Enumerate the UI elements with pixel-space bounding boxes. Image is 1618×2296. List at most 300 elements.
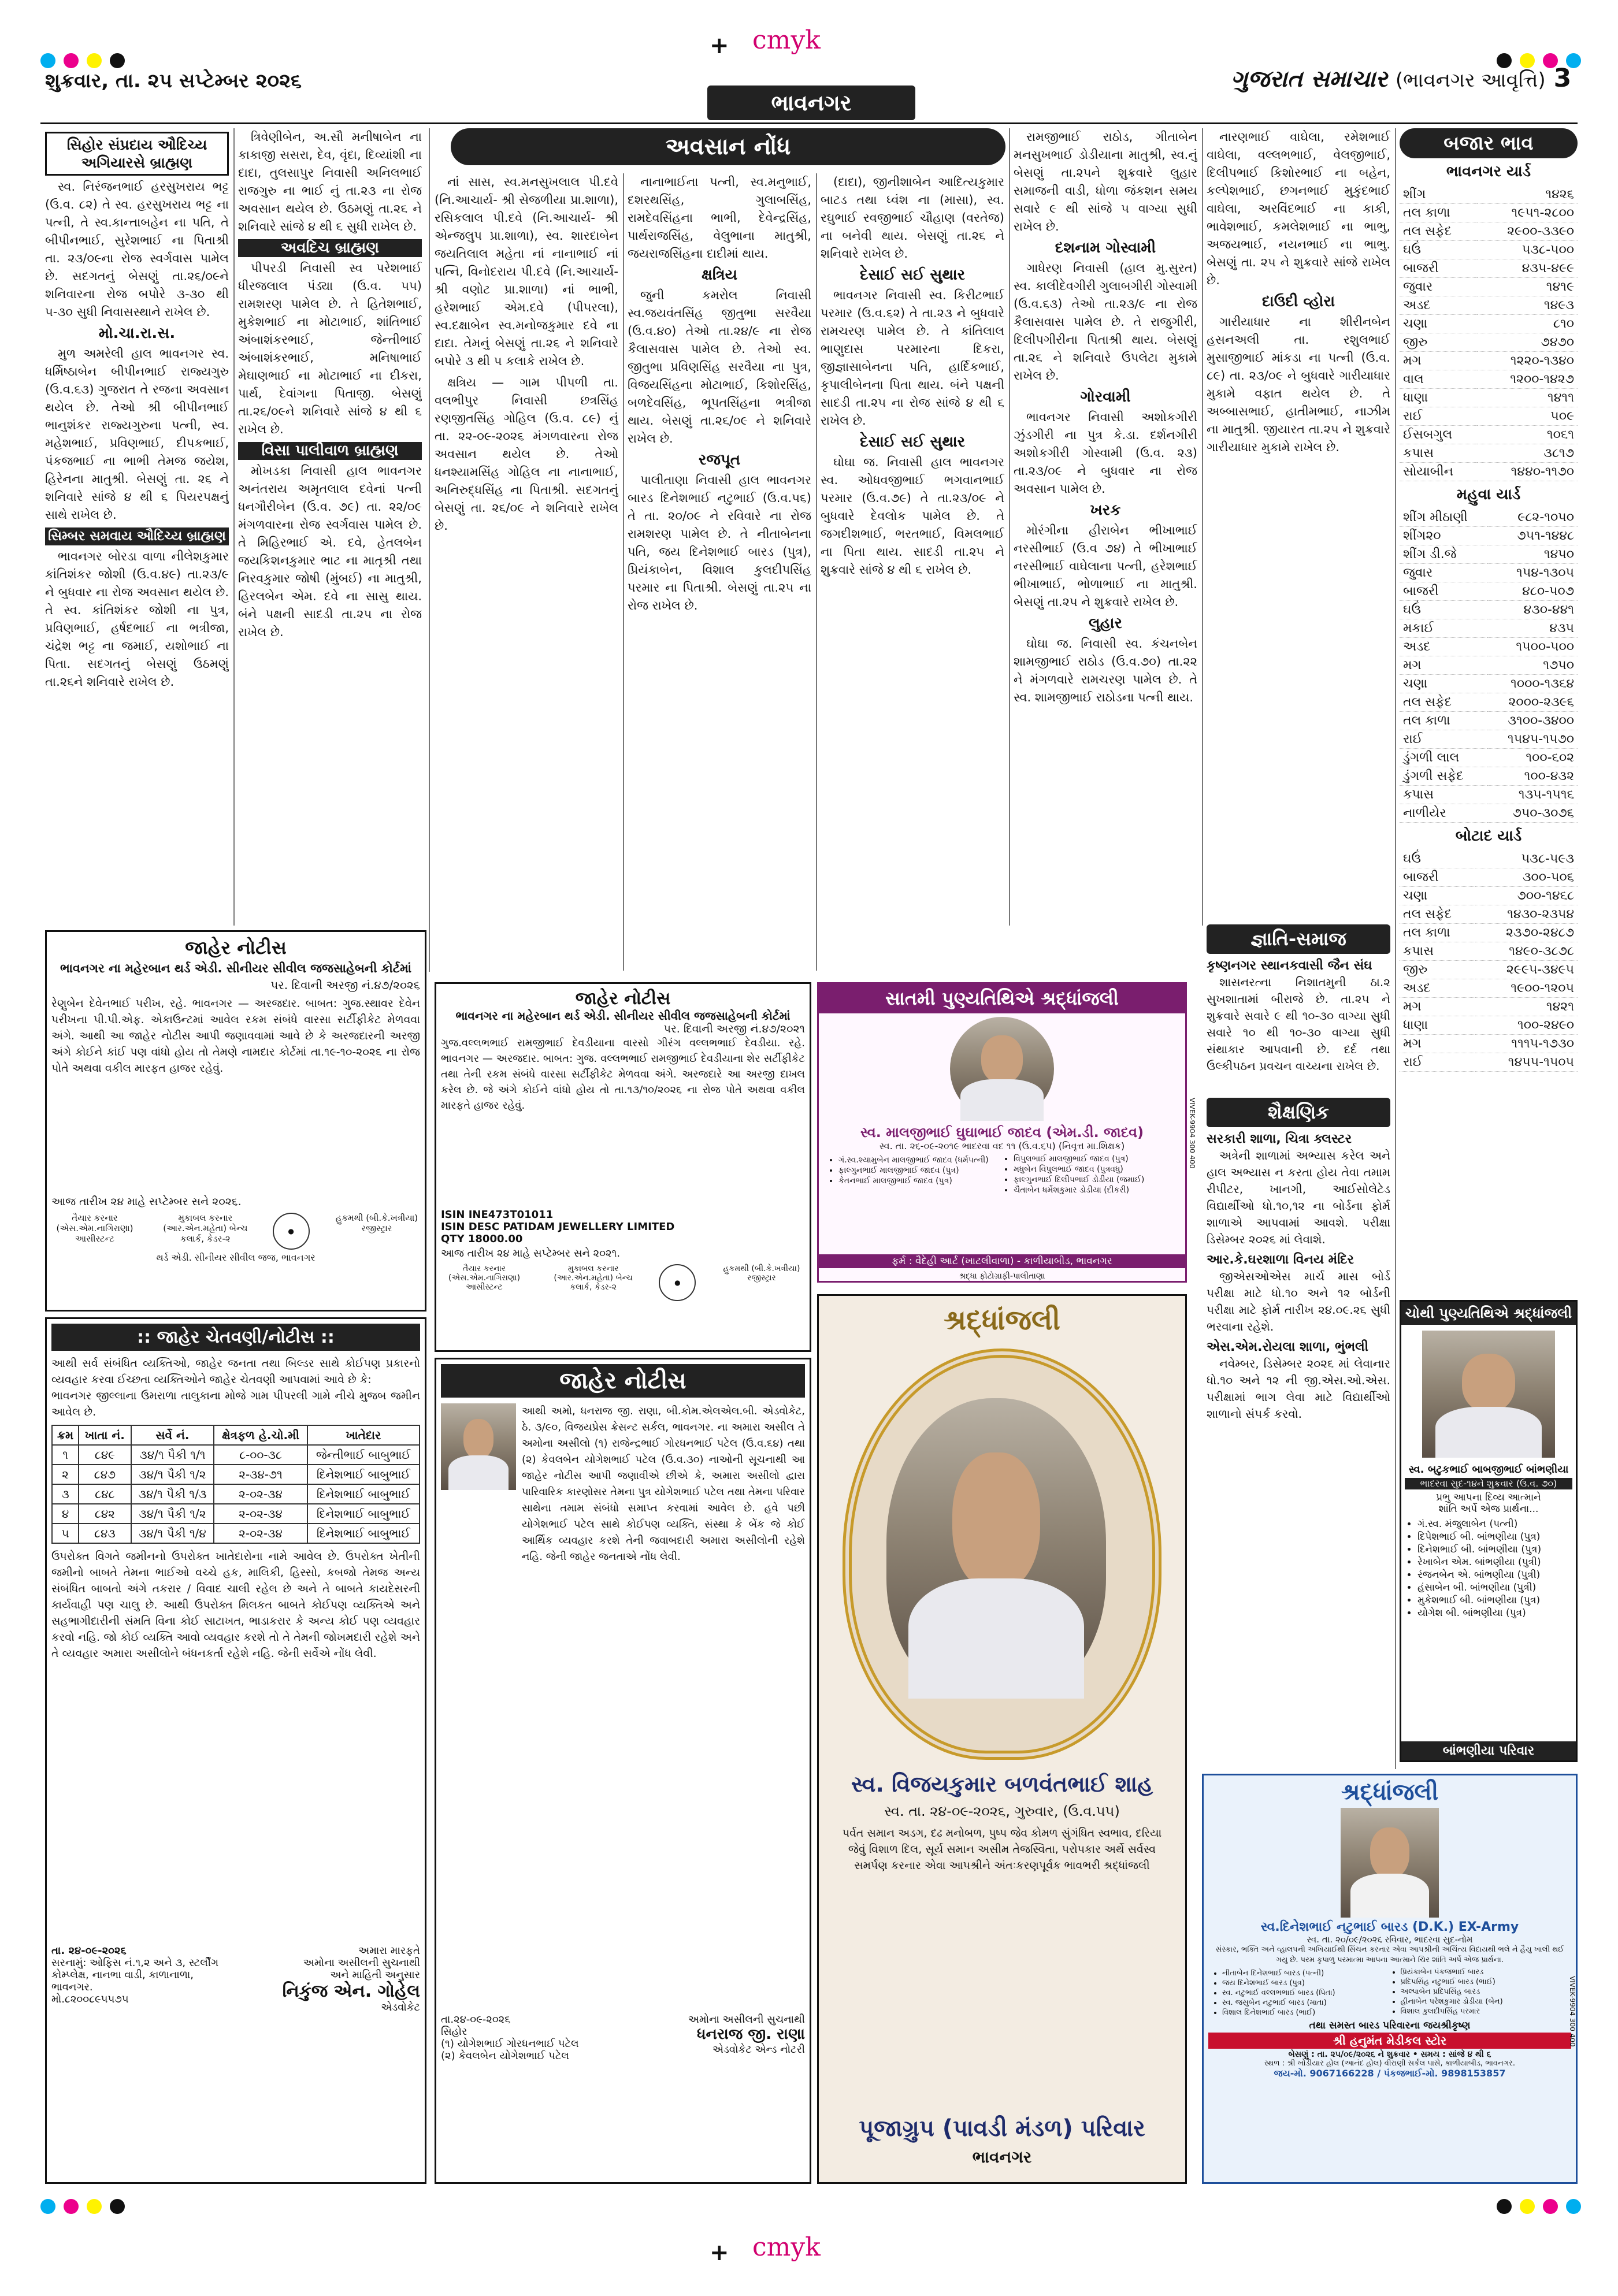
- family-member: • દિપેશભાઈ બી. બાંભણીયા (પુત્ર): [1417, 1531, 1576, 1543]
- table-cell: દિનેશભાઈ બાબુભાઈ: [307, 1524, 420, 1543]
- caste-heading: ક્ષત્રિય: [701, 266, 738, 284]
- commodity-name: કપાસ: [1400, 444, 1477, 463]
- commodity-name: ડુંગળી લાલ: [1400, 749, 1487, 767]
- family-member: • ગં.સ્વ. મંજુલાબેન (પત્ની): [1417, 1518, 1576, 1530]
- commodity-name: અડદ: [1400, 638, 1487, 656]
- notice-body: આથી સર્વ સંબંધિત વ્યક્તિઓ, જાહેર જનતા તથા બિલ્ડર સાથે કોઈપણ પ્રકારનો વ્યવહાર કરવા ઈચ્છતા વ્યક્તિઓને જાહેર ચેતવણી આપવામાં આવે છે કે:: [51, 1357, 420, 1386]
- caste-heading: વિસા પાલીવાળ બ્રાહ્મણ: [238, 442, 422, 460]
- price-row: [1400, 786, 1578, 804]
- price-row: [1400, 675, 1578, 693]
- price-row: [1400, 767, 1578, 786]
- family-list: [1401, 1518, 1576, 1619]
- commodity-name: ધાણા: [1400, 389, 1477, 407]
- caste-heading: લુહાર: [1089, 615, 1122, 632]
- color-calibration-strip-bottom: [40, 2199, 1578, 2216]
- commodity-name: તલ કાળા: [1400, 924, 1475, 942]
- yard-heading: ભાવનગર યાર્ડ: [1446, 163, 1531, 180]
- photo-credit: શ્રદ્ધા ફોટોગ્રાફી-પાલીતાણા: [959, 1272, 1045, 1281]
- gnati-body: શાસનરત્ના નિશાતમુની ઠા.૨ સુખશાતામાં બીરાજે છે. તા.૨૫ ને શુક્રવારે સવારે ૯ થી ૧૦-૩૦ વાગ્યા સુધી સવારે ૧૦ થી ૧૦-૩૦ વાગ્યા સુધી સંથાકાર આપવાની છે. દર્દ તથા ઉલ્કીપઠન પ્રવચન વાચ્યના રાખેલ છે.: [1207, 975, 1390, 1073]
- price-row: [1400, 998, 1578, 1016]
- tribute-heading: શ્રદ્ધાંજલી: [1341, 1779, 1439, 1805]
- column-1: [45, 128, 229, 926]
- commodity-name: ધાણા: [1400, 1016, 1475, 1035]
- commodity-price: ૩૧૦૦-૩૪૦૦: [1487, 712, 1578, 730]
- price-row: [1400, 564, 1578, 582]
- caste-heading: ખરક: [1090, 501, 1121, 519]
- commodity-price: ૮૧૦: [1477, 315, 1578, 333]
- column-divider: [623, 173, 624, 971]
- lawyer-title: એડવોકેટ એન્ડ નોટરી: [712, 2044, 805, 2056]
- commodity-price: ૧૫૦૦-૫૦૦: [1487, 638, 1578, 656]
- price-row: [1400, 204, 1578, 222]
- price-row: [1400, 905, 1578, 924]
- commodity-price: ૭૪૭૦: [1477, 333, 1578, 352]
- signatory: અમોના અસીલની સુચનાથી: [688, 2013, 805, 2026]
- cmyk-mark-bottom: cmyk: [752, 2232, 821, 2262]
- price-row: [1400, 619, 1578, 638]
- avasan-column-2: [628, 173, 811, 971]
- table-header: ખાતા નં.: [79, 1425, 131, 1445]
- commodity-price: ૯૮૨-૧૦૫૦: [1487, 508, 1578, 527]
- school-title: આર.કે.ઘરશાળા વિનય મંદિર: [1207, 1253, 1354, 1267]
- masthead-date: શુક્રવાર, તા. ૨૫ સપ્ટેમ્બર ૨૦૨૬: [45, 69, 302, 92]
- price-row: [1400, 278, 1578, 296]
- commodity-name: તલ સફેદ: [1400, 222, 1477, 241]
- commodity-name: મગ: [1400, 352, 1477, 370]
- family-member: • સ્વ. નટુભાઈ વલ્લભભાઈ બારડ (પિતા): [1222, 1989, 1393, 1997]
- deceased-name: સ્વ. માલજીભાઈ ઘુઘાભાઈ જાદવ (એમ.ડી. જાદવ): [860, 1124, 1144, 1140]
- registration-cross-top: +: [710, 32, 729, 59]
- notice-place: સિહોર: [441, 2026, 467, 2038]
- masthead-rule: [40, 122, 1578, 124]
- notice-date: તા. ૨૪-૦૯-૨૦૨૬: [51, 1945, 127, 1957]
- price-row: [1400, 656, 1578, 675]
- obit-text: ગારીયાધાર ના શીરીનબેન હસનઅલી તા. રશુલભાઈ મુસાજીભાઈ માંકડા ના પત્ની (ઉ.વ. ૮૯) તા. ૨૩/૦૯ ને બુધવારે ગારીયાધાર મુકામે વફાત થયેલ છે. તે અબ્બાસભાઈ, હાતીમભાઈ, નાઝીમ ના માતુશ્રી. જીયારત તા.૨૫ ને શુક્રવારે ગારીયાધાર મુકામે રાખેલ છે.: [1207, 315, 1390, 454]
- signatory: અમારા મારફતે: [358, 1945, 420, 1957]
- table-cell: ૧: [52, 1445, 79, 1465]
- court-seal-icon: ●: [659, 1264, 696, 1301]
- contact-numbers: જય-મો. 9067166228 / પંકજભાઈ-મો. 9898153857: [1274, 2068, 1506, 2079]
- price-row: [1400, 850, 1578, 868]
- price-row: [1400, 1016, 1578, 1035]
- obit-text: ગાધેરણ નિવાસી (હાલ મુ.સુરત) સ્વ. કાલીદેવગીરી ગુલાબગીરી ગોસ્વામી (ઉ.વ.૬૩) તેઓ તા.૨૩/૯ ના રોજ કૈલાસવાસ પામેલ છે. તે રાજુગીરી, દિલીપગીરીના પિતાશ્રી થાય. બેસણું તા.૨૬ ને શનિવારે ઉપલેટા મુકામે રાખેલ છે.: [1014, 261, 1197, 382]
- table-cell: ૩૪/૧ પૈકી ૧/૨: [131, 1465, 214, 1484]
- family-member: • નીતાબેન દિનેશભાઈ બારડ (પત્ની): [1222, 1969, 1393, 1978]
- commodity-price: ૧૨૨૦-૧૩૪૦: [1477, 352, 1578, 370]
- price-row: [1400, 389, 1578, 407]
- notice-date: આજ તારીખ ૨૪ માહે સપ્ટેમ્બર સને ૨૦૨૧.: [441, 1247, 621, 1260]
- shaikshanik-box: [1207, 1098, 1390, 1745]
- family-member: • વિશાલ કુલદીપસિંહ પરમાર: [1401, 2007, 1572, 2016]
- commodity-price: ૫૦૯: [1477, 407, 1578, 426]
- commodity-name: જુવાર: [1400, 278, 1477, 296]
- section-banner: ભાવનગર: [707, 86, 915, 120]
- price-row: [1400, 601, 1578, 619]
- group-place: ભાવનગર: [972, 2148, 1032, 2167]
- table-cell: ૫: [52, 1524, 79, 1543]
- table-header: ક્રમ: [52, 1425, 79, 1445]
- family-footer: બાંભણીયા પરિવાર: [1401, 1741, 1576, 1760]
- commodity-price: ૧૪૫૫-૧૫૦૫: [1475, 1053, 1578, 1072]
- price-row: [1400, 185, 1578, 204]
- obit-text: પાલીતાણા નિવાસી હાલ ભાવનગર બારડ દિનેશભાઈ નટુભાઈ (ઉ.વ.૫૬) તે તા. ૨૦/૦૯ ને રવિવારે ના રોજ રામશરણ પામેલ છે. તે નીતાબેનના પતિ, જય દિનેશભાઈ બારડ (પુત્ર), પ્રિયંકાબેન, વિશાલ કુલદીપસિંહ પરમાર ના પિતાશ્રી. બેસણું તા.૨૫ ના રોજ રાખેલ છે.: [628, 473, 811, 612]
- price-row: [1400, 979, 1578, 998]
- caste-heading: સિમ્બર સમવાય ઔદિચ્ય બ્રાહ્મણ: [45, 527, 229, 545]
- caste-heading: મો.ચા.રા.સ.: [98, 325, 176, 342]
- deceased-name: સ્વ. બટુકભાઈ બાબજીભાઈ બાંભણીયા: [1408, 1463, 1569, 1476]
- page-number: 3: [1553, 64, 1572, 93]
- commodity-name: બાજરી: [1400, 259, 1477, 278]
- table-cell: ૨-૦૨-૩૪: [214, 1524, 307, 1543]
- price-row: [1400, 370, 1578, 389]
- headline-sihor: સિહોર સંપ્રદાય ઔદિચ્ય અગિયારસે બ્રાહ્મણ: [45, 132, 229, 176]
- family-member: • અલ્પાબેન પ્રદિપસિંહ બારડ: [1401, 1987, 1572, 1996]
- notice-date: આજ તારીખ ૨૪ માહે સપ્ટેમ્બર સને ૨૦૨૬.: [51, 1195, 242, 1208]
- column-divider: [429, 128, 430, 972]
- side-code: VIVEK-9904 300 400: [1568, 1976, 1576, 2047]
- tribute-heading: શ્રદ્ધાંજલી: [944, 1304, 1060, 1336]
- office-address: સરનામું: ઓફિસ નં.૧,૨ અને ૩, સ્ટર્લીંગ કોમ્પ્લેક્ષ, નાનભા વાડી, કાળાનાળા, ભાવનગર.: [51, 1957, 219, 1993]
- commodity-price: ૧૫૪-૧૩૦૫: [1487, 564, 1578, 582]
- family-member: • હીનાબેન પરેશકુમાર ડોડીયા (બેન): [1401, 1997, 1572, 2006]
- price-row: [1400, 1053, 1578, 1072]
- table-header: ક્ષેત્રફળ હે.ચો.મી: [214, 1425, 307, 1445]
- obit-text: મોરંગીના હીરાબેન ભીખાભાઈ નરસીભાઈ (ઉ.વ ૭૪) તે ભીખાભાઈ નરસીભાઈ વાઘેલાના પત્ની, હરેશભાઈ ભીખાભાઈ, ભોળાભાઈ ના માતુશ્રી. બેસણું તા.૨૫ ને શુક્રવારે રાખેલ છે.: [1014, 523, 1197, 609]
- column-divider: [233, 128, 235, 926]
- edition-label: (ભાવનગર આવૃત્તિ): [1395, 69, 1546, 92]
- commodity-name: ચણા: [1400, 315, 1477, 333]
- table-cell: ૩: [52, 1484, 79, 1504]
- price-row: [1400, 241, 1578, 259]
- table-row: [52, 1524, 420, 1543]
- tribute-jadav: [817, 982, 1187, 1283]
- obit-text: રામજીભાઈ રાઠોડ, ગીતાબેન મનસુખભાઈ ડોડીયાના માતુશ્રી, સ્વ.નું બેસણું તા.૨૫ને શુક્રવારે લુહાર સમાજની વાડી, ધોળા જંકશન સમય સવારે ૯ થી સાંજે ૫ વાગ્યા સુધી રાખેલ છે.: [1014, 130, 1197, 233]
- notice-heading: જાહેર નોટીસ: [441, 1364, 805, 1398]
- price-row: [1400, 749, 1578, 767]
- gnati-samaj-box: [1207, 924, 1390, 1092]
- price-row: [1400, 942, 1578, 961]
- table-row: [52, 1504, 420, 1524]
- family-member: • હંસાબેન બી. બાંભણીયા (પુત્રી): [1417, 1582, 1576, 1593]
- price-row: [1400, 527, 1578, 545]
- commodity-name: મકાઈ: [1400, 619, 1487, 638]
- commodity-name: કપાસ: [1400, 942, 1475, 961]
- public-notice-2: [435, 982, 811, 1352]
- commodity-price: ૧૯૦૦-૧૨૦૫: [1475, 979, 1578, 998]
- family-member: • વિશાલ દિનેશભાઈ બારડ (ભાઈ): [1222, 2008, 1393, 2017]
- family-member: • કેતનભાઈ માલજીભાઈ જાદવ (પુત્ર): [838, 1176, 1005, 1186]
- commodity-name: સોયાબીન: [1400, 463, 1477, 481]
- price-row: [1400, 352, 1578, 370]
- isin-code: ISIN INE473T01011: [441, 1209, 554, 1221]
- bazar-bhav-box: [1400, 128, 1578, 1295]
- family-list: [823, 1154, 1181, 1195]
- besnu-place: સ્થળ : શ્રી ખોડીયાર હોલ (આનંદ હોલ) વીરાણી સર્કલ પાસે, કાળીયાબીડ, ભાવનગર.: [1264, 2059, 1516, 2068]
- commodity-price: ૧૦૦-૨૪૯૦: [1475, 1016, 1578, 1035]
- commodity-price: ૭૦૦-૧૪૬૮: [1475, 887, 1578, 905]
- table-cell: ૨-૦૨-૩૪: [214, 1504, 307, 1524]
- signatory: (૧) યોગેશભાઈ ગોરધનભાઈ પટેલ: [441, 2038, 579, 2050]
- avasan-column-4: [1014, 128, 1197, 937]
- commodity-price: ૧૦૦-૪૩૨: [1487, 767, 1578, 786]
- commodity-price: ૭૫૧-૧૪૪૮: [1487, 527, 1578, 545]
- commodity-price: ૧૩૫-૧૫૧૬: [1487, 786, 1578, 804]
- price-table-botad: [1400, 850, 1578, 1072]
- obit-text: સ્વ. નિરંજનભાઈ હરસુખરાય ભટ્ટ (ઉ.વ. ૮૨) તે સ્વ. હરસુખરાય ભટ્ટ ના પત્ની, તે સ્વ.કાન્તાબહેન ના પતિ, તે બીપીનભાઈ, સુરેશભાઈ ના પિતાશ્રી તા. ૨૩/૦૯ના રોજ સ્વર્ગવાસ પામેલ છે. સદગતનું બેસણું તા.૨૬/૦૯ને શનિવારના રોજ બપોરે ૩-૩૦ થી ૫-૩૦ સુધી નિવાસસ્થાને રાખેલ છે.: [45, 180, 229, 319]
- family-member: • રેખાબેન એમ. બાંભણીયા (પુત્રી): [1417, 1556, 1576, 1568]
- family-list: [1208, 1968, 1571, 2018]
- column-divider: [1009, 128, 1010, 926]
- price-row: [1400, 296, 1578, 315]
- paper-name: ગુજરાત સમાચાર: [1231, 66, 1387, 92]
- obit-text: પીપરડી નિવાસી સ્વ પરેશભાઈ ધીરજલાલ પંડ્યા (ઉ.વ. ૫૫) રામશરણ પામેલ છે. તે હિતેશભાઈ, મુકેશભાઈ ના મોટાભાઈ, શાંતિભાઈ અંબાશંકરભાઈ, જેન્તીભાઈ અંબાશંકરભાઈ, મનિષાભાઈ મેઘાણભાઈ ના મોટાભાઈ ના દીકરા, પાર્થ, દેવાંગના પિતાજી. બેસણું તા.૨૬/૦૯ને શનિવારે સાંજે ૪ થી ૬ રાખેલ છે.: [238, 261, 422, 436]
- commodity-price: ૪૩૫-૪૯૯: [1477, 259, 1578, 278]
- commodity-name: શીંગ મીઠાણી: [1400, 508, 1487, 527]
- table-cell: ૮૪૩: [79, 1524, 131, 1543]
- tribute-barad: [1202, 1774, 1578, 2184]
- lawyer-name: ધનરાજ જી. રાણા: [696, 2026, 805, 2043]
- obit-text: નાં સાસ, સ્વ.મનસુખલાલ પી.દવે (નિ.આચાર્ય- શ્રી સેજળીયા પ્રા.શાળા), રસિકલાલ પી.દવે (નિ.આચાર્ય- શ્રી એન્જલુપ પ્રા.શાળા), સ્વ. શારદાબેન જયતિલાલ મહેતા નાં નાનાભાઈ નાં પત્નિ, વિનોદરાય પી.દવે (નિ.આચાર્ય-શ્રી વણોટ પ્રા.શાળા) નાં ભાભી, હરેશભાઈ એમ.દવે (પીપરલા), સ્વ.દક્ષાબેન સ્વ.મનોજકુમાર દવે ના દાદા. તેમનું બેસણું તા.૨૬ ને શનિવારે બપોરે ૩ થી ૫ કલાકે રાખેલ છે.: [435, 175, 618, 368]
- notice-date: તા.૨૪-૦૯-૨૦૨૬: [441, 2013, 511, 2026]
- commodity-price: ૧૪૪૦-૧૧૭૦: [1477, 463, 1578, 481]
- commodity-price: ૧૪૯૦-૩૮૭૮: [1475, 942, 1578, 961]
- table-header: ખાતેદાર: [307, 1425, 420, 1445]
- bazar-heading: બજાર ભાવ: [1400, 128, 1578, 158]
- avasan-heading: અવસાન નોંધ: [451, 128, 1005, 165]
- commodity-price: ૧૭૫૦: [1487, 656, 1578, 675]
- price-row: [1400, 1035, 1578, 1053]
- column-6: [1207, 128, 1390, 914]
- case-number: પર. દિવાની અરજી નં.૪૭/૨૦૨૧: [663, 1023, 805, 1035]
- obit-text: ભાવનગર નિવાસી સ્વ. કિરીટભાઈ પરમાર (ઉ.વ.૬૨) તે તા.૨૩ ને બુધવારે રામચરણ પામેલ છે. તે કાંતિલાલ ભાણુદાસ પરમારના દિકરા, જીજ્ઞાસાબેનના પતિ, હાર્દિકભાઈ, કૃપાલીબેનના પિતા થાય. બંને પક્ષની સાદડી તા.૨૫ ના રોજ સાંજે ૪ થી ૬ રાખેલ છે.: [821, 288, 1004, 428]
- notice-body: રેણુબેન દેવેનભાઈ પરીખ, રહે. ભાવનગર — અરજદાર. બાબત: ગુજ.સ્થાવર દેવેન પરીખના પી.પી.એફ. એકાઉન્ટમાં આવેલ રકમ સંબંધે વારસા સર્ટીફીકેટ મેળવવા અંગે. આથી આ જાહેર નોટીસ આપી જણાવવામાં આવે છે કે અરજદારની અરજી અંગે કોઈને કાંઈ પણ વાંધો હોય તો તેમણે નામદાર કોર્ટમાં તા.૧૯-૧૦-૨૦૨૬ ના રોજ પોતે અથવા વકીલ મારફત હાજર રહેવું.: [51, 997, 420, 1075]
- table-cell: ૮-૦૦-૩૮: [214, 1445, 307, 1465]
- table-cell: ૮૪૯: [79, 1445, 131, 1465]
- table-header: સર્વે નં.: [131, 1425, 214, 1445]
- table-cell: ૮૪૮: [79, 1484, 131, 1504]
- table-row: [52, 1445, 420, 1465]
- price-row: [1400, 508, 1578, 527]
- commodity-name: અડદ: [1400, 979, 1475, 998]
- commodity-price: ૧૫૪૫-૧૫૭૦: [1487, 730, 1578, 749]
- commodity-name: તલ કાળા: [1400, 712, 1487, 730]
- tribute-bambhaniya: [1400, 1300, 1578, 1762]
- price-row: [1400, 333, 1578, 352]
- family-member: • દિનેશભાઈ બી. બાંભણીયા (પુત્ર): [1417, 1544, 1576, 1555]
- price-row: [1400, 545, 1578, 564]
- signatory: તૈયાર કરનાર (એસ.એમ.નાગિરાણા) આસીસ્ટન્ટ: [448, 1264, 521, 1292]
- price-row: [1400, 804, 1578, 823]
- court-name: ભાવનગર ના મહેરબાન થર્ડ એડી. સીનીયર સીવીલ જજસાહેબની કોર્ટમાં: [60, 961, 411, 975]
- commodity-price: ૪૩૦-૪૪૧: [1487, 601, 1578, 619]
- notice-heading: જાહેર નોટીસ: [575, 989, 671, 1009]
- obit-text: ભાવનગર નિવાસી અશોકગીરી ઝુંડગીરી ના પુત્ર કે.ડા. દર્શનગીરી અશોકગીરી ગોસ્વામી (ઉ.વ. ૨૩) તા.૨૩/૦૯ ને બુધવાર ના રોજ અવસાન પામેલ છે.: [1014, 410, 1197, 496]
- column-divider: [816, 173, 817, 971]
- tribute-shah: [817, 1294, 1187, 2184]
- prayer-line: શાંતિ અર્પે એજ પ્રાર્થના...: [1438, 1503, 1539, 1515]
- price-row: [1400, 730, 1578, 749]
- avasan-column-3: [821, 173, 1004, 971]
- family-member: • ગં.સ્વ.શ્યામુબેન માલજીભાઈ જાદવ (ધર્મપત્ની): [838, 1156, 1005, 1165]
- school-body: નવેમ્બર, ડિસેમ્બર ૨૦૨૬ માં લેવાનાર ધો.૧૦ અને ૧૨ ની જી.એસ.ઓ.એસ. પરીક્ષામાં ભાગ લેવા માટે વિદ્યાર્થીઓ શાળાનો સંપર્ક કરવો.: [1207, 1357, 1390, 1421]
- cmyk-mark-top: cmyk: [752, 25, 821, 55]
- portrait-photo: [950, 1017, 1054, 1121]
- commodity-price: ૫૩૮-૫૯૩: [1475, 850, 1578, 868]
- signatory: મુકાબલ કરનાર (આર.એન.મહેતા) બેન્ચ કલાર્ક, કેડર-૨: [163, 1213, 248, 1244]
- commodity-price: ૨૦૦૦-૨૩૯૬: [1487, 693, 1578, 712]
- commodity-name: ડુંગળી સફેદ: [1400, 767, 1487, 786]
- public-notice-1: [45, 930, 426, 1312]
- masthead-paper-name: [1231, 64, 1571, 93]
- death-date: સ્વ. તા. ૨૦/૦૯/૨૦૨૬ રવિવાર, ભાદરવા સુદ-નોમ: [1307, 1934, 1473, 1945]
- price-row: [1400, 693, 1578, 712]
- commodity-name: મગ: [1400, 656, 1487, 675]
- table-cell: ૨: [52, 1465, 79, 1484]
- ornate-frame: [843, 1348, 1161, 1760]
- portrait-photo: [886, 1398, 1106, 1699]
- commodity-name: રાઈ: [1400, 730, 1487, 749]
- commodity-name: કપાસ: [1400, 786, 1487, 804]
- table-cell: ૩૪/૧ પૈકી ૧/૨: [131, 1504, 214, 1524]
- column-divider: [1395, 128, 1396, 1769]
- store-banner: શ્રી હનુમંત મેડીકલ સ્ટોર: [1208, 2033, 1571, 2049]
- price-row: [1400, 222, 1578, 241]
- commodity-name: અડદ: [1400, 296, 1477, 315]
- obit-text: ત્રિવેણીબેન, અ.સૌ મનીષાબેન ના કાકાજી સસરા, દેવ, વૃંદા, દિવ્યાંશી ના દાદા, તુલસાપુર નિવાસી અનિલભાઈ રાજગુરુ ના ભાઈ નું તા.૨૩ ના રોજ અવસાન થયેલ છે. ઉઠમણું તા.૨૬ ને શનિવારે સાંજે ૪ થી ૬ સુધી રાખેલ છે.: [238, 130, 422, 233]
- deceased-name: સ્વ.દિનેશભાઈ નટુભાઈ બારડ (D.K.) EX-Army: [1260, 1920, 1519, 1934]
- price-row: [1400, 924, 1578, 942]
- school-body: જીએસઓએસ માર્ચ માસ બોર્ડ પરીક્ષા માટે ધો.૧૦ અને ૧૨ બોર્ડની પરીક્ષા માટે ફોર્મ તારીખ ૨૪.૦૯.૨૬ સુધી ભરવાના રહેશે.: [1207, 1269, 1390, 1333]
- portrait-photo: [1341, 1808, 1439, 1918]
- commodity-price: ૩૦૦-૫૦૬: [1475, 868, 1578, 887]
- notice-heading: :: જાહેર ચેતવણી/નોટીસ ::: [51, 1324, 420, 1351]
- price-row: [1400, 582, 1578, 601]
- public-warning-notice: [45, 1317, 426, 2184]
- price-row: [1400, 463, 1578, 481]
- shaikshanik-heading: શૈક્ષણિક: [1207, 1098, 1390, 1127]
- isin-desc: ISIN DESC PATIDAM JEWELLERY LIMITED: [441, 1221, 675, 1233]
- family-member: • રંજનબેન એ. બાંભણીયા (પુત્રી): [1417, 1569, 1576, 1581]
- death-date: ભાદરવા સુદ-૧૪ને શુક્રવાર (ઉ.વ. ૭૦): [1405, 1478, 1572, 1489]
- notice-body: આથી અમો, ધનરાજ જી. રાણા, બી.કોમ.એલએલ.બી. એડવોકેટ, ઠે. ૩/૯૦, વિજયપ્રેસ ક્રેસન્ટ સર્કલ, ભાવનગર. ના અમારા અસીલ તે અમોના અસીલો (૧) રાજેન્દ્રભાઈ ગોરધનભાઈ પટેલ (ઉ.વ.૬૪) તથા (૨) કેવલબેન યોગેશભાઈ પટેલ (ઉ.વ.૩૦) નાઓની સૂચનાથી આ જાહેર નોટીસ આપી જણાવીએ છીએ કે, અમારા અસીલો દ્વારા પારિવારિક કારણોસર તેમના પુત્ર યોગેશભાઈ પટેલ તથા તેમના પરિવાર સાથેના તમામ સંબંધો સમાપ્ત કરવામાં આવેલ છે. હવે પછી યોગેશભાઈ પટેલ સાથે કોઈપણ વ્યક્તિ, સંસ્થા કે બેંક જે કોઈ આર્થિક વ્યવહાર કરશે તેની જવાબદારી અમારા અસીલોની રહેશે નહિ. જેની જાહેર જનતાએ નોંધ લેવી.: [522, 1405, 805, 1563]
- caste-heading: ગોરવામી: [1080, 388, 1131, 406]
- tribute-heading: સાતમી પુણ્યતિથિએ શ્રદ્ધાંજલી: [819, 984, 1185, 1013]
- caste-heading: અવદિચ બ્રાહ્મણ: [238, 239, 422, 257]
- commodity-price: ૭૫૦-૩૦૭૬: [1487, 804, 1578, 823]
- signatory: મુકાબલ કરનાર (આર.એન.મહેતા) બેન્ચ કલાર્ક, કેડર-૨: [554, 1264, 633, 1292]
- commodity-name: જીરુ: [1400, 333, 1477, 352]
- commodity-price: ૪૮૦-૫૦૭: [1487, 582, 1578, 601]
- deceased-name: સ્વ. વિજયકુમાર બળવંતભાઈ શાહ: [851, 1771, 1153, 1797]
- lawyer-title: એડવોકેટ: [381, 2001, 420, 2013]
- caste-heading: દેસાઈ સઈ સુથાર: [859, 433, 966, 451]
- portrait-photo: [441, 1403, 516, 1490]
- public-notice-3: [435, 1358, 811, 2184]
- price-row: [1400, 712, 1578, 730]
- commodity-name: રાઈ: [1400, 407, 1477, 426]
- table-row: [52, 1484, 420, 1504]
- family-member: • યોગેશ બી. બાંભણીયા (પુત્ર): [1417, 1607, 1576, 1619]
- obit-text: મોખડકા નિવાસી હાલ ભાવનગર અનંતરાય અમૃતલાલ દવેનાં પત્ની ધનગૌરીબેન (ઉ.વ. ૭૯) તા. ૨૨/૦૯ મંગળવારના રોજ સ્વર્ગવાસ પામેલ છે. તે મિહિરભાઈ એ. દવે, હેતલબેન જયકિશનકુમાર ભાટ ના માતૃશ્રી તથા નિરવકુમાર જોષી (મુંબઈ) ના માતુશ્રી, હિરલબેન એમ. દવે ના સાસુ થાય. બંને પક્ષની સાદડી તા.૨૫ ના રોજ રાખેલ છે.: [238, 464, 422, 639]
- commodity-name: મગ: [1400, 1035, 1475, 1053]
- commodity-price: ૧૨૦૦-૧૪૨૭: [1477, 370, 1578, 389]
- commodity-price: ૧૦૬૧: [1477, 426, 1578, 444]
- commodity-name: રાઈ: [1400, 1053, 1475, 1072]
- obit-text: જુની કમરોલ નિવાસી સ્વ.જયવંતસિંહ જીતુભા સરવૈયા (ઉ.વ.૪૦) તેઓ તા.૨૪/૯ ના રોજ કૈલાસવાસ પામેલ છે. તેઓ સ્વ. જીતુભા પ્રવિણસિંહ સરવૈયા ના પુત્ર, વિજયસિંહના મોટાભાઈ, કિશોરસિંહ, બળદેવસિંહ, ભૂપતસિંહના ભત્રીજા થાય. બેસણું તા.૨૬/૦૯ ને શનિવારે રાખેલ છે.: [628, 288, 811, 445]
- signatory: અમોના અસીલની સુચનાથી: [303, 1957, 420, 1969]
- table-cell: દિનેશભાઈ બાબુભાઈ: [307, 1465, 420, 1484]
- obit-text: ઘોઘા જ. નિવાસી હાલ ભાવનગર સ્વ. ઓધવજીભાઈ ભગવાનભાઈ પરમાર (ઉ.વ.૭૯) તે તા.૨૩/૦૯ ને બુધવારે દેવલોક પામેલ છે. તે જગદીશભાઈ, ભરતભાઈ, વિમલભાઈ ના પિતા થાય. સાદડી તા.૨૫ ને શુક્રવારે સાંજે ૪ થી ૬ રાખેલ છે.: [821, 455, 1004, 577]
- firm-footer: ફર્મ : વૈદેહી આર્ટ (ખાટલીવાળા) - કાળીયાબીડ, ભાવનગર: [819, 1254, 1185, 1268]
- table-cell: ૪: [52, 1504, 79, 1524]
- commodity-name: ઈસબગુલ: [1400, 426, 1477, 444]
- commodity-name: ચણા: [1400, 887, 1475, 905]
- commodity-name: ચણા: [1400, 675, 1487, 693]
- commodity-name: ઘઉં: [1400, 601, 1487, 619]
- price-row: [1400, 638, 1578, 656]
- death-date: સ્વ. તા. ૨૬-૦૯-૨૦૧૯ ભાદરવા વદ ૧૧ (ઉ.વ.૬૫) (નિવૃત્ત મા.શિક્ષક): [879, 1140, 1125, 1151]
- commodity-price: ૨૯૦૦-૩૩૯૦: [1477, 222, 1578, 241]
- tribute-body: પર્વત સમાન અડગ, દઢ મનોબળ, પુષ્પ જેવ કોમળ સુંગંધિત સ્વભાવ, દરિયા જેવું વિશાળ દિલ, સૂર્ય સમાન અસીમ તેજસ્વિતા, પરોપકાર અર્થે સર્વસ્વ સમર્પણ કરનાર એવા આપશ્રીને અંતઃકરણપૂર્વક ભાવભરી શ્રદ્ધાંજલી: [842, 1827, 1162, 1872]
- table-row: [52, 1465, 420, 1484]
- family-member: • સ્વ. જસુબેન નટુભાઈ બારડ (માતા): [1222, 1998, 1393, 2007]
- obit-text: નાનાભાઈના પત્ની, સ્વ.મનુભાઈ, દશરથસિંહ, ગુલાબસિંહ, રામદેવસિંહના ભાભી, દેવેન્દ્રસિંહ, પાર્થરાજસિંહ, વેલુભાના માતુશ્રી, જયરાજસિંહના દાદીમાં થાય.: [628, 175, 811, 261]
- price-row: [1400, 961, 1578, 979]
- school-title: એસ.એમ.રોયલા શાળા, ભુંભલી: [1207, 1340, 1369, 1354]
- commodity-name: શીંગ: [1400, 185, 1477, 204]
- school-title: સરકારી શાળા, ચિત્રા ક્લસ્ટર: [1207, 1132, 1352, 1146]
- commodity-name: ઘઉં: [1400, 850, 1475, 868]
- price-table-bhavnagar: [1400, 185, 1578, 481]
- yard-heading: બોટાદ યાર્ડ: [1455, 827, 1522, 845]
- table-cell: ૨-૦૨-૩૪: [214, 1484, 307, 1504]
- tribute-body: સંસ્કાર, ભક્તિ અને વ્હાલપની અખિયાઈથી સિંચન કરનાર એવા આપશ્રીની અચિંત્ય વિદાયથી ભલે ને હૈયુ ખાલી થઈ ગયુ છે. પરમ કૃપાળુ પરમાત્મા આપના આત્માને ચિર શાંતિ અર્પે એજ પ્રાર્થના.: [1215, 1945, 1564, 1964]
- price-row: [1400, 887, 1578, 905]
- commodity-name: તલ સફેદ: [1400, 905, 1475, 924]
- commodity-price: ૩૮૧૭: [1477, 444, 1578, 463]
- price-row: [1400, 407, 1578, 426]
- notice-body: ઉપરોક્ત વિગતે જમીનનો ઉપરોક્ત ખાતેદારોના નામે આવેલ છે. ઉપરોક્ત ખેતીની જમીનો બાબતે તેમના ભાઈઓ વચ્ચે હક, માલિકી, હિસ્સો, કબજો તેમજ અન્ય સંબંધિત બાબતો અંગે તકરાર / વિવાદ ચાલી રહેલ છે અને તે બાબતે કાયદેસરની કાર્યવાહી પણ ચાલુ છે. આથી ઉપરોક્ત મિલકત બાબતે કોઈપણ વ્યક્તિએ અને સહભાગીદારીની સંમતિ વિના કોઈ સાટાખત, ભાડાકરાર કે અન્ય કોઈ પણ વ્યવહાર કરવો નહિ. જો કોઈ વ્યક્તિ આવો વ્યવહાર કરશે તો તે તેમની જોખમદારી રહેશે અને તે વ્યવહાર અમારા અસીલોને બંધનકર્તા રહેશે નહિ. જેની સર્વેએ નોંધ લેવી.: [51, 1550, 420, 1660]
- commodity-price: ૧૪૨૬: [1477, 185, 1578, 204]
- obit-text: ભાવનગર બોરડા વાળા નીલેશકુમાર કાંતિશંકર જોશી (ઉ.વ.૪૯) તા.૨૩/૯ ને બુધવાર ના રોજ અવસાન થયેલ છે. તે સ્વ. કાંતિશંકર જોશી ના પુત્ર, પ્રવિણભાઈ, હર્ષદભાઈ ના ભત્રીજા, ચંદ્રેશ ભટ્ટ ના જમાઈ, યશોભાઈ ના પિતા. સદગતનું બેસણું ઉઠમણું તા.૨૬ને શનિવારે રાખેલ છે.: [45, 549, 229, 689]
- commodity-name: મગ: [1400, 998, 1475, 1016]
- commodity-name: તલ કાળા: [1400, 204, 1477, 222]
- price-row: [1400, 426, 1578, 444]
- court-seal-icon: ●: [273, 1213, 310, 1250]
- quantity: QTY 18000.00: [441, 1233, 523, 1245]
- commodity-price: ૧૪૨૧: [1475, 998, 1578, 1016]
- court-name: ભાવનગર ના મહેરબાન થર્ડ એડી. સીનીયર સીવીલ જજસાહેબની કોર્ટમાં: [455, 1009, 791, 1023]
- death-date: સ્વ. તા. ૨૪-૦૯-૨૦૨૬, ગુરુવાર, (ઉ.વ.૫૫): [884, 1803, 1120, 1819]
- price-row: [1400, 444, 1578, 463]
- price-table-mahuva: [1400, 508, 1578, 823]
- commodity-price: ૧૦૦૦-૧૩૬૪: [1487, 675, 1578, 693]
- table-cell: ૮૪૨: [79, 1504, 131, 1524]
- table-cell: ૨-૩૪-૭૧: [214, 1465, 307, 1484]
- mobile-number: મો.૮૨૦૦૮૯૫૫૭૫: [51, 1993, 129, 2005]
- signatory: હુકમથી (બી.કે.ખત્રીયા) રજીસ્ટ્રાર: [335, 1213, 418, 1234]
- signatory: અને માહિતી અનુસાર: [330, 1969, 420, 1981]
- column-divider: [1202, 128, 1203, 926]
- prayer-line: પ્રભુ આપના દિવ્ય આત્માને: [1436, 1492, 1541, 1503]
- commodity-name: બાજરી: [1400, 582, 1487, 601]
- case-number: પર. દિવાની અરજી નં.૪૭/૨૦૨૬: [270, 978, 420, 992]
- side-code: VIVEK-9904 300 400: [1188, 1098, 1196, 1169]
- notice-body: ગુજ.વલ્લભભાઈ રામજીભાઈ દેવડીયાના વારસો ગીરંગ વલ્લભભાઈ દેવડીયા. રહે. ભાવનગર — અરજદાર. બાબત: ગુજ. વલ્લભભાઈ રામજીભાઈ દેવડીયાના શેર સર્ટીફીકેટ તથા તેની રકમ સંબંધે વારસા સર્ટીફીકેટ મેળવવા અંગે. અરજદારે આ અરજી દાખલ કરેલ છે. જે અંગે કોઈને વાંધો હોય તો તા.૧૩/૧૦/૨૦૨૬ ના રોજ પોતે અથવા વકીલ મારફતે હાજર રહેવું.: [441, 1037, 805, 1112]
- notice-heading: જાહેર નોટીસ: [185, 937, 287, 958]
- price-row: [1400, 868, 1578, 887]
- family-member: • જય દિનેશભાઈ બારડ (પુત્ર): [1222, 1979, 1393, 1987]
